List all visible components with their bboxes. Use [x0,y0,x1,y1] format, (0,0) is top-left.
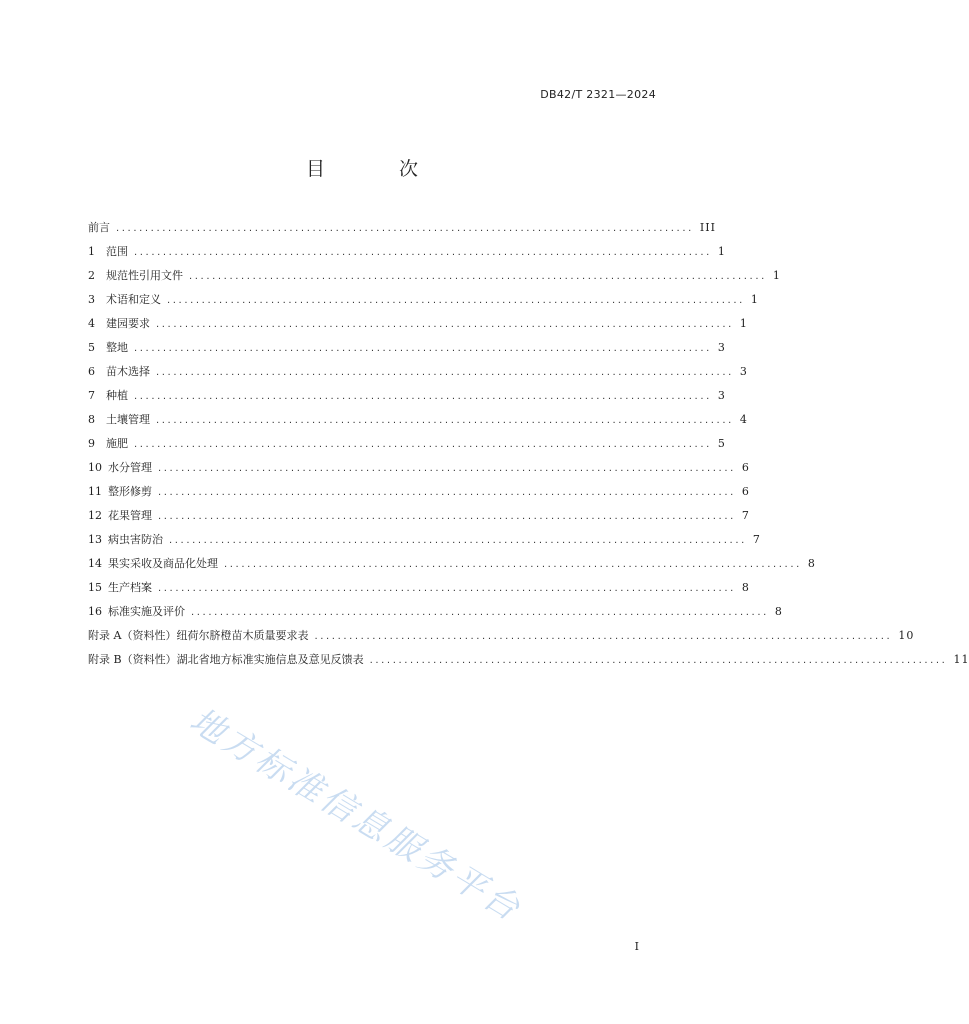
page-title: 目 次 [305,158,453,180]
leader-dots: .................................................................................................... [369,655,948,666]
document-code: DB42/T 2321—2024 [540,88,656,101]
toc-entry-number: 15 [88,581,102,594]
toc-entry[interactable] [88,291,759,315]
toc-entry-number: 13 [88,533,102,546]
toc-entry-page: 6 [741,485,750,498]
toc-entry-page: 1 [750,293,759,306]
toc-entry-label: 生产档案 [108,581,152,594]
toc-entry[interactable] [88,459,750,483]
toc-entry-number: 5 [88,341,95,354]
toc-entry-label: 规范性引用文件 [106,269,183,282]
toc-entry-label: 整形修剪 [108,485,152,498]
toc-entry-page: 10 [898,629,915,642]
leader-dots: .................................................................................................... [158,583,736,594]
toc-entry-page: 7 [752,533,761,546]
leader-dots: .................................................................................................... [158,487,736,498]
toc-entry-page: 7 [741,509,750,522]
toc-entry-page: 8 [807,557,816,570]
toc-entry-number: 6 [88,365,95,378]
leader-dots: .................................................................................................... [167,295,745,306]
leader-dots: .................................................................................................... [134,439,712,450]
toc-entry[interactable] [88,483,750,507]
toc-entry-number: 9 [88,437,95,450]
toc-entry-page: 8 [774,605,783,618]
toc-entry-number: 7 [88,389,95,402]
toc-entry[interactable] [88,603,783,627]
toc-entry[interactable] [88,531,761,555]
toc-entry-label: 术语和定义 [106,293,161,306]
toc-entry[interactable] [88,435,726,459]
toc-entry-label: 范围 [106,245,128,258]
toc-entry-label: 整地 [106,341,128,354]
leader-dots: .................................................................................................... [116,223,694,234]
toc-entry-label: 种植 [106,389,128,402]
toc-entry-number: 12 [88,509,102,522]
toc-entry-page: 3 [717,389,726,402]
toc-entry-page: 1 [717,245,726,258]
toc-entry-appendix[interactable] [88,651,969,675]
leader-dots: .................................................................................................... [156,367,734,378]
toc-entry-page: 5 [717,437,726,450]
leader-dots: .................................................................................................... [134,247,712,258]
toc-entry-page: 6 [741,461,750,474]
toc-entry[interactable] [88,315,748,339]
toc-entry-label: 土壤管理 [106,413,150,426]
toc-entry-label: 建园要求 [106,317,150,330]
leader-dots: .................................................................................................... [191,607,769,618]
page-number: I [634,940,639,953]
watermark: 地方标准信息服务平台 [182,700,530,931]
toc-entry-label: 湖北省地方标准实施信息及意见反馈表 [176,653,364,666]
toc-entry-number: 16 [88,605,102,618]
toc-entry-page: III [699,221,716,234]
toc-entry[interactable] [88,219,716,243]
leader-dots: .................................................................................................... [224,559,802,570]
leader-dots: .................................................................................................... [156,319,734,330]
toc-entry[interactable] [88,579,750,603]
leader-dots: .................................................................................................... [189,271,767,282]
toc-entry-page: 8 [741,581,750,594]
toc-entry-label: 纽荷尔脐橙苗木质量要求表 [176,629,309,642]
toc-entry-number: 2 [88,269,95,282]
leader-dots: .................................................................................................... [169,535,747,546]
leader-dots: .................................................................................................... [158,511,736,522]
toc-entry-appendix[interactable] [88,627,915,651]
leader-dots: .................................................................................................... [156,415,734,426]
toc-entry-page: 3 [739,365,748,378]
table-of-contents [88,219,969,675]
leader-dots: .................................................................................................... [314,631,893,642]
toc-entry-label: 苗木选择 [106,365,150,378]
toc-entry[interactable] [88,363,748,387]
toc-entry[interactable] [88,507,750,531]
toc-entry-label: 前言 [88,221,110,234]
toc-entry[interactable] [88,267,781,291]
toc-entry-number: 11 [88,485,102,498]
toc-entry-number: 附录 B（资料性） [88,653,177,666]
toc-entry-number: 3 [88,293,95,306]
toc-entry-page: 1 [739,317,748,330]
toc-entry-label: 标准实施及评价 [108,605,185,618]
toc-entry[interactable] [88,243,726,267]
toc-entry[interactable] [88,387,726,411]
toc-entry-page: 3 [717,341,726,354]
toc-entry-label: 花果管理 [108,509,152,522]
leader-dots: .................................................................................................... [134,343,712,354]
toc-entry-page: 1 [772,269,781,282]
toc-entry-label: 水分管理 [108,461,152,474]
toc-entry-number: 附录 A（资料性） [88,629,177,642]
toc-entry[interactable] [88,555,816,579]
toc-entry[interactable] [88,411,748,435]
toc-entry-label: 施肥 [106,437,128,450]
leader-dots: .................................................................................................... [158,463,736,474]
toc-entry-number: 4 [88,317,95,330]
toc-entry[interactable] [88,339,726,363]
leader-dots: .................................................................................................... [134,391,712,402]
toc-entry-number: 8 [88,413,95,426]
toc-entry-label: 果实采收及商品化处理 [108,557,218,570]
toc-entry-label: 病虫害防治 [108,533,163,546]
toc-entry-number: 10 [88,461,102,474]
toc-entry-number: 1 [88,245,95,258]
toc-entry-page: 11 [953,653,969,666]
toc-entry-number: 14 [88,557,102,570]
toc-entry-page: 4 [739,413,748,426]
